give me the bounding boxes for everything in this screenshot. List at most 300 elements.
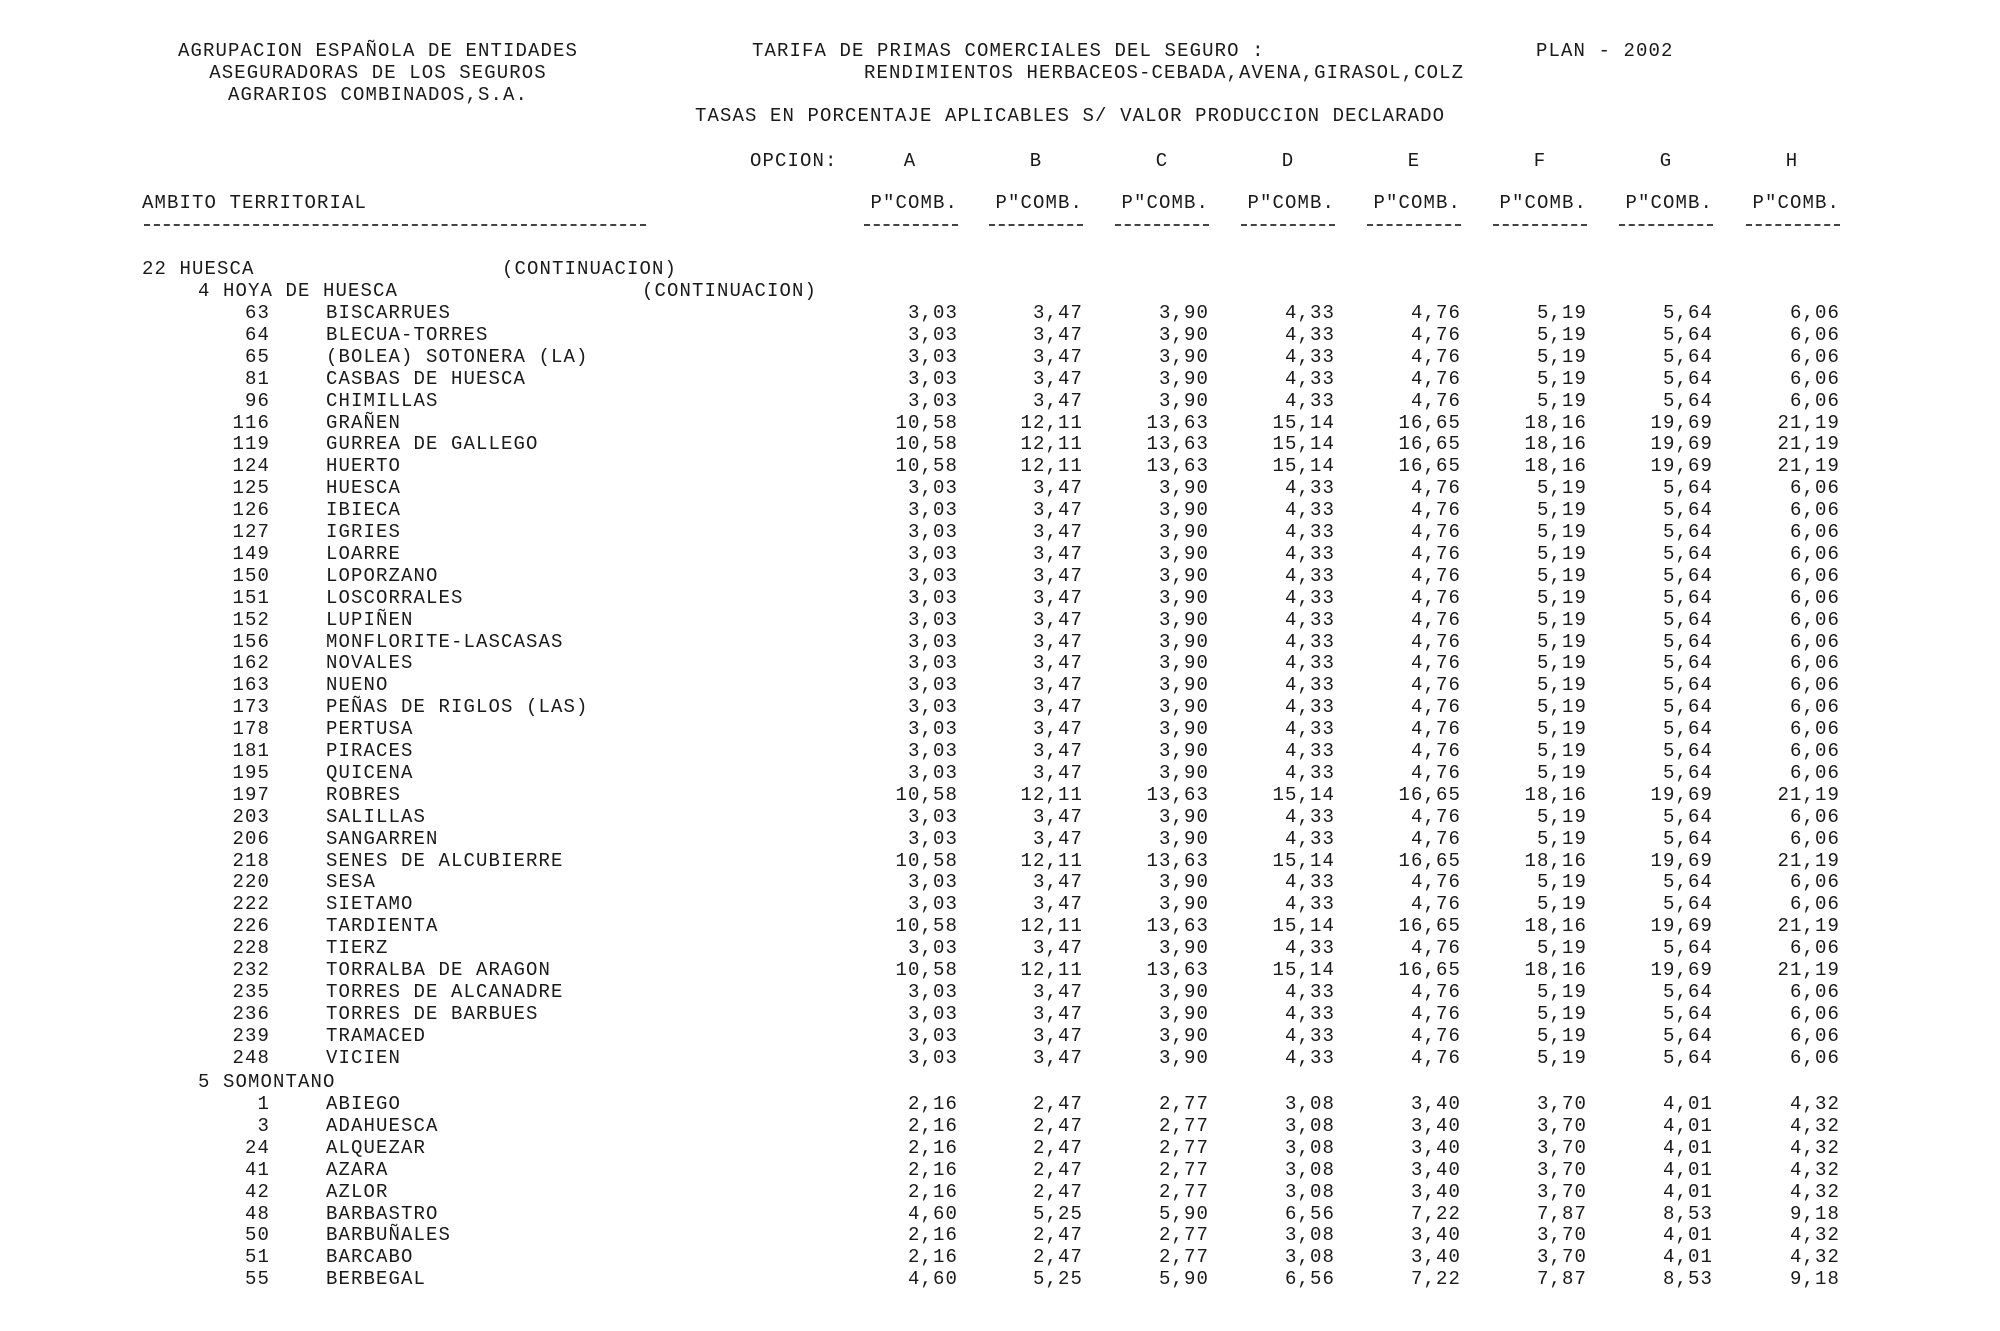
- municipality-code: 125: [232, 477, 270, 499]
- column-divider: [1619, 224, 1713, 226]
- rate-cell: 18,16: [1524, 784, 1587, 806]
- rate-cell: 4,76: [1410, 740, 1461, 762]
- rate-cell: 5,64: [1662, 1025, 1713, 1047]
- rate-cell: 4,33: [1284, 696, 1335, 718]
- rate-cell: 5,19: [1536, 324, 1587, 346]
- rate-cell: 5,19: [1536, 937, 1587, 959]
- rate-cell: 13,63: [1146, 784, 1209, 806]
- rate-cell: 13,63: [1146, 850, 1209, 872]
- rate-cell: 2,77: [1158, 1115, 1209, 1137]
- municipality-code: 178: [232, 718, 270, 740]
- rate-cell: 5,19: [1536, 346, 1587, 368]
- rate-cell: 10,58: [895, 784, 958, 806]
- rate-cell: 4,32: [1789, 1093, 1840, 1115]
- rate-cell: 21,19: [1777, 850, 1840, 872]
- rate-cell: 12,11: [1020, 455, 1083, 477]
- org-line-1: AGRUPACION ESPAÑOLA DE ENTIDADES: [177, 40, 579, 62]
- rate-cell: 3,40: [1410, 1181, 1461, 1203]
- rate-cell: 4,33: [1284, 390, 1335, 412]
- rate-cell: 21,19: [1777, 455, 1840, 477]
- table-row: [0, 455, 2000, 477]
- rate-cell: 15,14: [1272, 433, 1335, 455]
- rate-cell: 5,19: [1536, 302, 1587, 324]
- municipality-code: 65: [244, 346, 270, 368]
- municipality-code: 124: [232, 455, 270, 477]
- municipality-code: 24: [244, 1137, 270, 1159]
- rate-cell: 5,19: [1536, 762, 1587, 784]
- municipality-name: TORRALBA DE ARAGON: [326, 959, 552, 981]
- municipality-code: 156: [232, 631, 270, 653]
- table-row: [0, 784, 2000, 806]
- rate-cell: 3,03: [907, 981, 958, 1003]
- column-divider: [1115, 224, 1209, 226]
- rate-cell: 3,47: [1032, 937, 1083, 959]
- rate-cell: 4,32: [1789, 1115, 1840, 1137]
- rate-cell: 3,03: [907, 521, 958, 543]
- municipality-name: IGRIES: [326, 521, 402, 543]
- rate-cell: 3,90: [1158, 674, 1209, 696]
- rate-cell: 18,16: [1524, 850, 1587, 872]
- column-divider: [864, 224, 958, 226]
- rate-cell: 2,47: [1032, 1093, 1083, 1115]
- municipality-name: IBIECA: [326, 499, 402, 521]
- table-row: [0, 806, 2000, 828]
- rate-cell: 3,03: [907, 477, 958, 499]
- table-row: [0, 674, 2000, 696]
- rate-cell: 5,64: [1662, 1047, 1713, 1069]
- rate-cell: 3,90: [1158, 521, 1209, 543]
- rate-cell: 5,64: [1662, 871, 1713, 893]
- rate-cell: 5,19: [1536, 543, 1587, 565]
- rate-cell: 3,70: [1536, 1159, 1587, 1181]
- rate-cell: 3,40: [1410, 1115, 1461, 1137]
- rate-cell: 5,64: [1662, 1003, 1713, 1025]
- rate-cell: 4,76: [1410, 937, 1461, 959]
- rate-cell: 21,19: [1777, 784, 1840, 806]
- municipality-name: CASBAS DE HUESCA: [326, 368, 527, 390]
- table-row: [0, 981, 2000, 1003]
- municipality-code: 48: [244, 1203, 270, 1225]
- table-row: [0, 893, 2000, 915]
- municipality-code: 232: [232, 959, 270, 981]
- rate-cell: 5,64: [1662, 302, 1713, 324]
- rate-cell: 4,33: [1284, 806, 1335, 828]
- rate-cell: 3,03: [907, 368, 958, 390]
- rate-cell: 2,47: [1032, 1159, 1083, 1181]
- rate-cell: 4,01: [1662, 1115, 1713, 1137]
- rate-cell: 3,47: [1032, 521, 1083, 543]
- rate-cell: 5,64: [1662, 631, 1713, 653]
- org-line-3: AGRARIOS COMBINADOS,S.A.: [227, 84, 529, 106]
- municipality-name: TORRES DE BARBUES: [326, 1003, 539, 1025]
- rate-cell: 3,03: [907, 346, 958, 368]
- rate-cell: 3,03: [907, 565, 958, 587]
- rate-cell: 3,03: [907, 762, 958, 784]
- municipality-name: BARBASTRO: [326, 1203, 439, 1225]
- rate-cell: 3,08: [1284, 1246, 1335, 1268]
- rate-cell: 3,47: [1032, 893, 1083, 915]
- table-row: [0, 696, 2000, 718]
- rate-cell: 3,03: [907, 499, 958, 521]
- rate-cell: 5,64: [1662, 740, 1713, 762]
- municipality-code: 162: [232, 652, 270, 674]
- rate-cell: 6,06: [1789, 346, 1840, 368]
- rate-cell: 21,19: [1777, 959, 1840, 981]
- municipality-name: BISCARRUES: [326, 302, 452, 324]
- rate-cell: 5,25: [1032, 1268, 1083, 1290]
- rate-cell: 3,03: [907, 806, 958, 828]
- rate-cell: 9,18: [1789, 1203, 1840, 1225]
- rate-cell: 19,69: [1650, 455, 1713, 477]
- rate-cell: 4,32: [1789, 1137, 1840, 1159]
- rate-cell: 3,47: [1032, 740, 1083, 762]
- municipality-name: GURREA DE GALLEGO: [326, 433, 539, 455]
- municipality-code: 203: [232, 806, 270, 828]
- option-header: C: [1155, 150, 1169, 172]
- rate-cell: 18,16: [1524, 412, 1587, 434]
- rate-cell: 3,47: [1032, 477, 1083, 499]
- rate-cell: 3,03: [907, 543, 958, 565]
- municipality-name: QUICENA: [326, 762, 414, 784]
- rate-cell: 3,70: [1536, 1137, 1587, 1159]
- rate-cell: 3,40: [1410, 1224, 1461, 1246]
- municipality-code: 228: [232, 937, 270, 959]
- rate-cell: 10,58: [895, 433, 958, 455]
- province-continuation: (CONTINUACION): [502, 258, 678, 280]
- municipality-name: SESA: [326, 871, 377, 893]
- rate-cell: 3,47: [1032, 1047, 1083, 1069]
- rate-cell: 5,19: [1536, 1025, 1587, 1047]
- column-subheader: P"COMB.: [1499, 192, 1587, 214]
- rate-cell: 4,01: [1662, 1093, 1713, 1115]
- rate-cell: 4,33: [1284, 477, 1335, 499]
- rate-cell: 16,65: [1398, 433, 1461, 455]
- plan-label: PLAN - 2002: [1536, 40, 1674, 62]
- table-row: [0, 324, 2000, 346]
- table-row: [0, 1137, 2000, 1159]
- header-divider: [144, 224, 646, 226]
- column-divider: [1746, 224, 1840, 226]
- rate-cell: 5,64: [1662, 477, 1713, 499]
- rate-cell: 2,77: [1158, 1137, 1209, 1159]
- rate-cell: 3,03: [907, 718, 958, 740]
- rate-cell: 5,64: [1662, 521, 1713, 543]
- rate-cell: 4,33: [1284, 324, 1335, 346]
- rate-cell: 3,40: [1410, 1093, 1461, 1115]
- rate-cell: 4,76: [1410, 652, 1461, 674]
- rate-cell: 3,90: [1158, 981, 1209, 1003]
- rate-cell: 5,19: [1536, 674, 1587, 696]
- option-header: G: [1659, 150, 1673, 172]
- rate-cell: 6,06: [1789, 609, 1840, 631]
- rate-cell: 13,63: [1146, 915, 1209, 937]
- municipality-code: 152: [232, 609, 270, 631]
- rate-cell: 4,76: [1410, 696, 1461, 718]
- rate-cell: 6,06: [1789, 762, 1840, 784]
- municipality-code: 236: [232, 1003, 270, 1025]
- rate-cell: 5,19: [1536, 1003, 1587, 1025]
- rate-cell: 19,69: [1650, 412, 1713, 434]
- rate-cell: 4,33: [1284, 893, 1335, 915]
- rate-cell: 18,16: [1524, 433, 1587, 455]
- rate-cell: 5,19: [1536, 565, 1587, 587]
- table-row: [0, 1268, 2000, 1290]
- table-row: [0, 390, 2000, 412]
- rate-cell: 5,19: [1536, 477, 1587, 499]
- column-subheader: P"COMB.: [1373, 192, 1461, 214]
- rate-cell: 4,32: [1789, 1181, 1840, 1203]
- province-label: 22 HUESCA: [142, 258, 255, 280]
- rate-cell: 4,33: [1284, 718, 1335, 740]
- rate-cell: 6,06: [1789, 302, 1840, 324]
- rate-cell: 3,90: [1158, 893, 1209, 915]
- table-row: [0, 959, 2000, 981]
- rate-cell: 5,64: [1662, 696, 1713, 718]
- rate-cell: 3,40: [1410, 1159, 1461, 1181]
- rate-cell: 4,33: [1284, 652, 1335, 674]
- municipality-code: 222: [232, 893, 270, 915]
- rate-cell: 4,76: [1410, 674, 1461, 696]
- rate-cell: 7,87: [1536, 1203, 1587, 1225]
- option-label: OPCION:: [750, 150, 838, 172]
- municipality-name: LOSCORRALES: [326, 587, 464, 609]
- column-divider: [1493, 224, 1587, 226]
- municipality-name: LUPIÑEN: [326, 609, 414, 631]
- rate-cell: 2,77: [1158, 1224, 1209, 1246]
- municipality-name: SANGARREN: [326, 828, 439, 850]
- rate-cell: 3,03: [907, 696, 958, 718]
- rate-cell: 6,06: [1789, 324, 1840, 346]
- rate-cell: 4,33: [1284, 609, 1335, 631]
- rate-cell: 4,76: [1410, 828, 1461, 850]
- municipality-code: 239: [232, 1025, 270, 1047]
- column-divider: [1367, 224, 1461, 226]
- rate-cell: 9,18: [1789, 1268, 1840, 1290]
- rate-cell: 3,90: [1158, 324, 1209, 346]
- rate-cell: 2,16: [907, 1246, 958, 1268]
- municipality-code: 206: [232, 828, 270, 850]
- table-row: [0, 937, 2000, 959]
- rate-cell: 12,11: [1020, 433, 1083, 455]
- municipality-name: SALILLAS: [326, 806, 427, 828]
- municipality-code: 149: [232, 543, 270, 565]
- municipality-code: 163: [232, 674, 270, 696]
- municipality-name: HUESCA: [326, 477, 402, 499]
- rate-cell: 5,64: [1662, 499, 1713, 521]
- rate-cell: 3,03: [907, 1003, 958, 1025]
- rate-cell: 3,08: [1284, 1137, 1335, 1159]
- rate-cell: 6,06: [1789, 674, 1840, 696]
- rate-cell: 3,90: [1158, 937, 1209, 959]
- rate-cell: 2,47: [1032, 1224, 1083, 1246]
- municipality-code: 195: [232, 762, 270, 784]
- rate-cell: 4,33: [1284, 587, 1335, 609]
- rate-cell: 3,90: [1158, 740, 1209, 762]
- municipality-name: PERTUSA: [326, 718, 414, 740]
- rate-cell: 5,64: [1662, 674, 1713, 696]
- column-subheader: P"COMB.: [870, 192, 958, 214]
- rate-cell: 3,47: [1032, 718, 1083, 740]
- rate-cell: 3,47: [1032, 981, 1083, 1003]
- rate-cell: 4,76: [1410, 324, 1461, 346]
- rate-cell: 3,47: [1032, 1003, 1083, 1025]
- table-row: [0, 1181, 2000, 1203]
- rate-cell: 4,76: [1410, 543, 1461, 565]
- rate-cell: 10,58: [895, 412, 958, 434]
- rate-cell: 7,22: [1410, 1203, 1461, 1225]
- rate-cell: 4,01: [1662, 1137, 1713, 1159]
- municipality-name: PIRACES: [326, 740, 414, 762]
- rate-cell: 10,58: [895, 455, 958, 477]
- rate-cell: 3,47: [1032, 346, 1083, 368]
- municipality-code: 248: [232, 1047, 270, 1069]
- rate-cell: 4,60: [907, 1268, 958, 1290]
- rate-cell: 8,53: [1662, 1268, 1713, 1290]
- rate-cell: 5,19: [1536, 1047, 1587, 1069]
- rate-cell: 13,63: [1146, 412, 1209, 434]
- rate-cell: 3,03: [907, 390, 958, 412]
- rate-cell: 4,33: [1284, 368, 1335, 390]
- municipality-name: SENES DE ALCUBIERRE: [326, 850, 564, 872]
- rate-cell: 6,56: [1284, 1203, 1335, 1225]
- rate-cell: 3,90: [1158, 302, 1209, 324]
- municipality-code: 41: [244, 1159, 270, 1181]
- rate-cell: 3,40: [1410, 1246, 1461, 1268]
- rate-cell: 3,90: [1158, 1025, 1209, 1047]
- rate-cell: 3,90: [1158, 1047, 1209, 1069]
- rate-cell: 13,63: [1146, 455, 1209, 477]
- rate-cell: 15,14: [1272, 915, 1335, 937]
- rate-cell: 5,19: [1536, 806, 1587, 828]
- municipality-name: TIERZ: [326, 937, 389, 959]
- municipality-code: 64: [244, 324, 270, 346]
- rate-cell: 2,16: [907, 1137, 958, 1159]
- rate-cell: 3,08: [1284, 1181, 1335, 1203]
- rate-cell: 6,06: [1789, 631, 1840, 653]
- municipality-name: MONFLORITE-LASCASAS: [326, 631, 564, 653]
- rate-cell: 3,03: [907, 652, 958, 674]
- rate-cell: 3,47: [1032, 696, 1083, 718]
- rate-cell: 6,06: [1789, 696, 1840, 718]
- rate-cell: 2,77: [1158, 1246, 1209, 1268]
- rate-cell: 3,47: [1032, 674, 1083, 696]
- rate-cell: 2,47: [1032, 1137, 1083, 1159]
- rate-cell: 5,64: [1662, 762, 1713, 784]
- rate-cell: 3,47: [1032, 828, 1083, 850]
- rate-cell: 3,70: [1536, 1246, 1587, 1268]
- rate-cell: 5,64: [1662, 718, 1713, 740]
- table-row: [0, 718, 2000, 740]
- column-subheader: P"COMB.: [1752, 192, 1840, 214]
- table-row: [0, 433, 2000, 455]
- rate-cell: 4,76: [1410, 609, 1461, 631]
- rate-cell: 5,64: [1662, 893, 1713, 915]
- rate-cell: 3,90: [1158, 499, 1209, 521]
- rate-cell: 2,16: [907, 1181, 958, 1203]
- rate-cell: 15,14: [1272, 412, 1335, 434]
- rate-cell: 15,14: [1272, 959, 1335, 981]
- option-header: D: [1281, 150, 1295, 172]
- rate-cell: 3,08: [1284, 1224, 1335, 1246]
- table-row: [0, 543, 2000, 565]
- rate-cell: 3,08: [1284, 1115, 1335, 1137]
- rate-cell: 4,33: [1284, 762, 1335, 784]
- rate-cell: 6,06: [1789, 1025, 1840, 1047]
- rate-cell: 3,47: [1032, 543, 1083, 565]
- crop-title: RENDIMIENTOS HERBACEOS-CEBADA,AVENA,GIRASOL,COLZ: [864, 62, 1465, 84]
- municipality-code: 173: [232, 696, 270, 718]
- table-row: [0, 652, 2000, 674]
- municipality-code: 50: [244, 1224, 270, 1246]
- rate-cell: 4,01: [1662, 1181, 1713, 1203]
- rate-cell: 3,90: [1158, 828, 1209, 850]
- rate-cell: 4,33: [1284, 981, 1335, 1003]
- municipality-name: TORRES DE ALCANADRE: [326, 981, 564, 1003]
- municipality-code: 55: [244, 1268, 270, 1290]
- rate-cell: 3,03: [907, 740, 958, 762]
- rate-cell: 5,64: [1662, 652, 1713, 674]
- rate-cell: 3,90: [1158, 762, 1209, 784]
- rate-cell: 6,06: [1789, 937, 1840, 959]
- rate-cell: 4,01: [1662, 1159, 1713, 1181]
- table-row: [0, 565, 2000, 587]
- municipality-code: 1: [257, 1093, 270, 1115]
- rate-cell: 5,64: [1662, 937, 1713, 959]
- rate-cell: 15,14: [1272, 455, 1335, 477]
- rate-cell: 3,47: [1032, 762, 1083, 784]
- rate-cell: 4,33: [1284, 1003, 1335, 1025]
- rate-cell: 5,64: [1662, 390, 1713, 412]
- rate-cell: 3,03: [907, 674, 958, 696]
- rate-cell: 19,69: [1650, 915, 1713, 937]
- rate-cell: 3,47: [1032, 499, 1083, 521]
- rate-cell: 7,87: [1536, 1268, 1587, 1290]
- rate-cell: 3,47: [1032, 390, 1083, 412]
- option-header: A: [903, 150, 917, 172]
- rate-cell: 21,19: [1777, 412, 1840, 434]
- rate-cell: 5,19: [1536, 390, 1587, 412]
- rate-cell: 4,76: [1410, 981, 1461, 1003]
- rate-cell: 3,03: [907, 828, 958, 850]
- rate-cell: 3,47: [1032, 565, 1083, 587]
- rate-cell: 4,33: [1284, 937, 1335, 959]
- municipality-code: 3: [257, 1115, 270, 1137]
- table-row: [0, 609, 2000, 631]
- municipality-name: BARCABO: [326, 1246, 414, 1268]
- rate-cell: 5,64: [1662, 806, 1713, 828]
- municipality-name: AZARA: [326, 1159, 389, 1181]
- rate-cell: 5,19: [1536, 981, 1587, 1003]
- table-row: [0, 762, 2000, 784]
- rate-cell: 21,19: [1777, 433, 1840, 455]
- rate-cell: 4,76: [1410, 565, 1461, 587]
- rate-cell: 2,47: [1032, 1181, 1083, 1203]
- rate-cell: 5,64: [1662, 981, 1713, 1003]
- municipality-code: 96: [244, 390, 270, 412]
- rate-cell: 2,77: [1158, 1181, 1209, 1203]
- rate-cell: 5,25: [1032, 1203, 1083, 1225]
- rate-cell: 6,06: [1789, 740, 1840, 762]
- rate-cell: 10,58: [895, 959, 958, 981]
- rate-cell: 3,47: [1032, 806, 1083, 828]
- municipality-code: 181: [232, 740, 270, 762]
- rate-cell: 3,90: [1158, 587, 1209, 609]
- rate-cell: 8,53: [1662, 1203, 1713, 1225]
- municipality-name: TARDIENTA: [326, 915, 439, 937]
- rate-cell: 5,19: [1536, 871, 1587, 893]
- rate-cell: 13,63: [1146, 433, 1209, 455]
- rate-cell: 6,06: [1789, 565, 1840, 587]
